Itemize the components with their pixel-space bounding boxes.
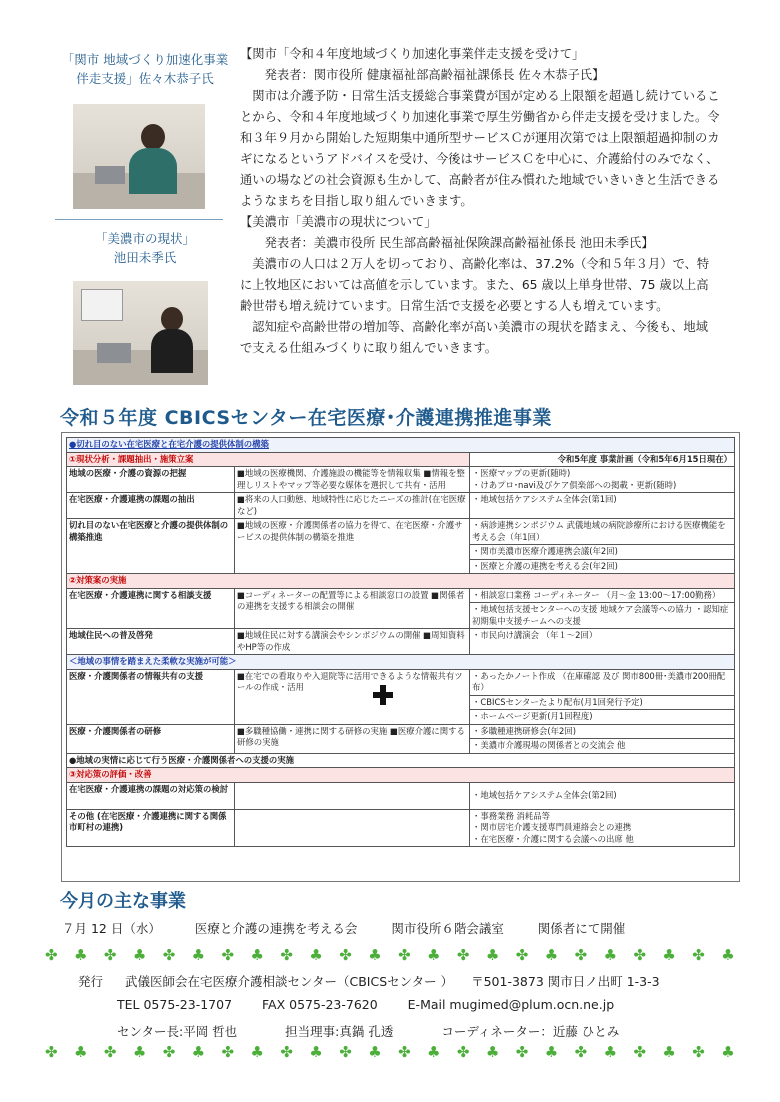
- seki-body: 関市は介護予防・日常生活支援総合事業費が国が定める上限額を超過し続けていることから、令和４年度地域づくり加速化事業で厚生労働省から伴走支援を受けました。令和３年９月から開始した短期集中通所型サービスＣが運用次第では上限額超過抑制のカギになるというアドバイスを受け、今後はサービスＣを中心に、介護給付のみでなく、通いの場などの社会資源も生かして、高齢者が住み慣れた地域でいきいきと生活できるようなまちを目指し取り組んでいきます。: [240, 89, 720, 208]
- footer-publisher-line: 発行 武儀医師会在宅医療介護相談センター（CBICSセンター ） 〒501-3873 関市日ノ出町 1-3-3: [78, 974, 660, 989]
- mino-speaker: 発表者：美濃市役所 民生部高齢福祉保険課高齢福祉係長 池田未季氏】: [264, 236, 654, 250]
- photo-caption-seki: 「関市 地域づくり加速化事業 伴走支援」佐々木恭子氏: [61, 52, 229, 86]
- table-row-plan: ・地域包括ケアシステム全体会(第1回): [470, 493, 735, 519]
- mino-body-1: 美濃市の人口は２万人を切っており、高齢化率は、37.2%（令和５年３月）で、特に上牧地区においては高値を示しています。また、65 歳以上単身世帯、75 歳以上高齢世帯も増え続けています。日常生活で支援を必要とする人も増えています。: [240, 257, 710, 313]
- section-1-heading: ①現状分析・課題抽出・施策立案: [67, 452, 470, 467]
- table-row-detail: ■多職種協働・連携に関する研修の実施 ■医療介護に関する研修の実施: [235, 724, 470, 753]
- table-row-label: その他 (在宅医療・介護連携に関する関係市町村の連携): [67, 809, 235, 847]
- table-row-plan: ・市民向け講演会 （年１～2回）: [470, 629, 735, 655]
- table-row-label: 在宅医療・介護連携の課題の抽出: [67, 493, 235, 519]
- footer-contact-line: [117, 997, 614, 1012]
- flexible-implementation-heading: ＜地域の事情を踏まえた柔軟な実施が可能＞: [67, 655, 735, 670]
- table-row-plan: ・あったかノート作成 （在庫確認 及び 関市800冊･美濃市200冊配布）: [470, 669, 735, 695]
- clover-border-bottom-icon: ✤ ♣ ✤ ♣ ✤ ♣ ✤ ♣ ✤ ♣ ✤ ♣ ✤ ♣ ✤ ♣ ✤ ♣ ✤ ♣ ✤ ♣ ✤ ♣: [45, 1043, 735, 1061]
- table-row-label: 切れ目のない在宅医療と介護の提供体制の構築推進: [67, 519, 235, 574]
- table-row-label: 医療・介護関係者の研修: [67, 724, 235, 753]
- table-row-plan: ・地域包括ケアシステム全体会(第2回): [470, 782, 735, 809]
- phone-number: TEL 0575-23-1707: [117, 997, 233, 1012]
- event-note: 関係者にて開催: [537, 921, 626, 936]
- article: [240, 44, 720, 359]
- table-row-detail: [235, 809, 470, 847]
- table-row-plan: ・多職種連携研修会(年2回): [470, 724, 735, 739]
- table-row-detail: [235, 782, 470, 809]
- table-row-detail: ■将来の人口動態、地域特性に応じたニーズの推計(在宅医療など): [235, 493, 470, 519]
- footer-staff-line: [117, 1022, 619, 1040]
- table-row-label: 医療・介護関係者の情報共有の支援: [67, 669, 235, 724]
- table-row-plan: ・ホームページ更新(月1回程度): [470, 710, 735, 725]
- photo-ikeda: [73, 281, 208, 385]
- photo-caption-mino: 「美濃市の現状」 池田未季氏: [94, 231, 195, 265]
- main-title: 令和５年度 CBICSセンター在宅医療･介護連携推進事業: [60, 407, 552, 429]
- table-row-label: 在宅医療・介護連携の課題の対応策の検討: [67, 782, 235, 809]
- mino-body-2: 認知症や高齢世帯の増加等、高齢化率が高い美濃市の現状を踏まえ、今後も、地域で支える仕組みづくりに取り組んでいきます。: [240, 320, 709, 355]
- clover-border-top-icon: ✤ ♣ ✤ ♣ ✤ ♣ ✤ ♣ ✤ ♣ ✤ ♣ ✤ ♣ ✤ ♣ ✤ ♣ ✤ ♣ ✤ ♣ ✤ ♣: [45, 946, 735, 964]
- photo-sasaki: [73, 104, 205, 209]
- email-address: E-Mail mugimed@plum.ocn.ne.jp: [407, 997, 615, 1012]
- table-row-detail: ■地域の医療機関、介護施設の機能等を情報収集 ■情報を整理しリストやマップ等必要な媒体を選択して共有・活用: [235, 467, 470, 493]
- table-row-plan: ・美濃市介護現場の関係者との交流会 他: [470, 739, 735, 754]
- table-row-plan: ・CBICSセンターたより配布(月1回発行予定): [470, 695, 735, 710]
- event-date: ７月 12 日（水）: [62, 921, 161, 936]
- section-3-heading: ③対応策の評価・改善: [67, 768, 735, 783]
- officer: 担当理事:真鍋 孔透: [285, 1024, 394, 1039]
- project-plan-table: [61, 432, 740, 882]
- table-row-detail: ■地域の医療・介護関係者の協力を得て、在宅医療・介護サービスの提供体制の構築を推進: [235, 519, 470, 574]
- section-2-heading: ②対策案の実施: [67, 574, 735, 589]
- coordinator: コーディネーター：近藤 ひとみ: [441, 1024, 620, 1039]
- table-row-plan: ・関市美濃市医療介護連携会議(年2回): [470, 545, 735, 560]
- table-row-plan: ・事務業務 消耗品等 ・関市居宅介護支援専門員連絡会との連携 ・在宅医療・介護に関する会議への出席 他: [470, 809, 735, 847]
- table-row-label: 在宅医療・介護連携に関する相談支援: [67, 588, 235, 629]
- table-row-plan: ・病診連携シンポジウム 武儀地域の病院診療所における医療機能を考える会（年1回）: [470, 519, 735, 545]
- publisher-name: 武儀医師会在宅医療介護相談センター（CBICSセンター ）: [124, 974, 454, 989]
- month-events-title: 今月の主な事業: [60, 891, 186, 912]
- publisher-address: 〒501-3873 関市日ノ出町 1-3-3: [471, 974, 660, 989]
- center-director: センター長:平岡 哲也: [117, 1024, 238, 1039]
- schedule-label: 令和5年度 事業計画（令和5年6月15日現在）: [470, 452, 735, 467]
- table-row-plan: ・医療と介護の連携を考える会(年2回): [470, 559, 735, 574]
- month-event-line: [62, 919, 625, 937]
- table-row-plan: ・地域包括支援センターへの支援 地域ケア会議等への協力 ・認知症初期集中支援チームへの支援: [470, 603, 735, 629]
- event-place: 関市役所６階会議室: [391, 921, 504, 936]
- event-name: 医療と介護の連携を考える会: [194, 921, 358, 936]
- seki-speaker: 発表者：関市役所 健康福祉部高齢福祉課係長 佐々木恭子氏】: [264, 68, 605, 82]
- mino-heading: 【美濃市「美濃市の現状について」: [240, 215, 437, 229]
- table-row-label: 地域の医療・介護の資源の把握: [67, 467, 235, 493]
- support-heading: ●地域の実情に応じて行う医療・介護関係者への支援の実施: [67, 753, 735, 768]
- table-row-detail: ■地域住民に対する講演会やシンポジウムの開催 ■周知資料やHP等の作成: [235, 629, 470, 655]
- table-row-detail: ■在宅での看取りや入退院等に活用できるような情報共有ツールの作成・活用: [235, 669, 470, 724]
- plus-icon: [373, 685, 393, 705]
- fax-number: FAX 0575-23-7620: [262, 997, 378, 1012]
- table-row-plan: ・医療マップの更新(随時) ・けあプロ･navi及びケア倶楽部への掲載・更新(随時): [470, 467, 735, 493]
- table-row-plan: ・相談窓口業務 コーディネーター （月～金 13:00～17:00勤務）: [470, 588, 735, 603]
- seki-heading: 【関市「令和４年度地域づくり加速化事業伴走支援を受けて」: [240, 47, 585, 61]
- table-row-detail: ■コーディネーターの配置等による相談窓口の設置 ■関係者の連携を支援する相談会の開催: [235, 588, 470, 629]
- plan-top-heading: ●切れ目のない在宅医療と在宅介護の提供体制の構築: [67, 438, 735, 453]
- table-row-label: 地域住民への普及啓発: [67, 629, 235, 655]
